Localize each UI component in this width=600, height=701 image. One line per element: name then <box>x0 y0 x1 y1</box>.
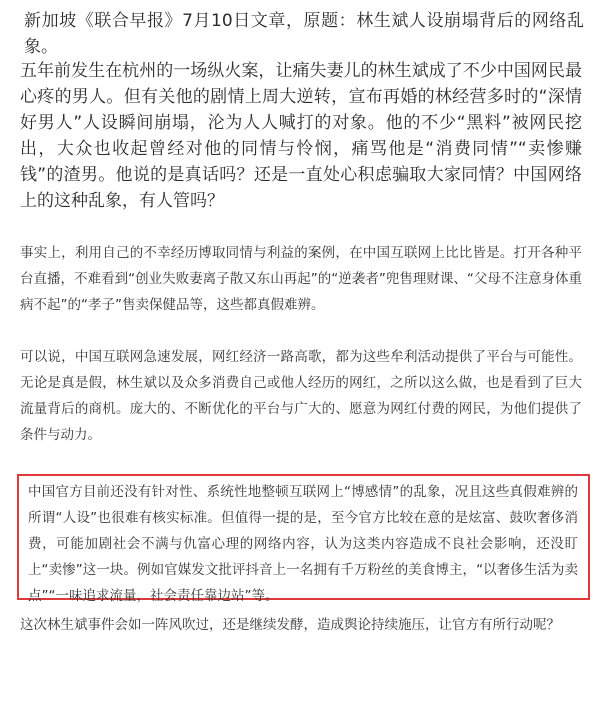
article-paragraph-2: 事实上，利用自己的不幸经历博取同情与利益的案例，在中国互联网上比比皆是。打开各种平台直播，不难看到“创业失败妻离子散又东山再起”的“逆袭者”兜售理财课、“父母不注意身体重病不起”的“孝子”售卖保健品等，这些都真假难辨。 <box>20 245 582 313</box>
article-intro: 新加坡《联合早报》7月10日文章，原题：林生斌人设崩塌背后的网络乱象。 <box>24 11 584 57</box>
article-paragraph-5: 这次林生斌事件会如一阵风吹过，还是继续发酵，造成舆论持续施压，让官方有所行动呢？ <box>20 617 560 633</box>
article-paragraph-3: 可以说，中国互联网急速发展，网红经济一路高歌，都为这些牟利活动提供了平台与可能性。无论是真是假，林生斌以及众多消费自己或他人经历的网红，之所以这么做，也是看到了巨大流量背后的商机。庞大的、不断优化的平台与广大的、愿意为网红付费的网民，为他们提供了条件与动力。 <box>20 349 582 443</box>
article-paragraph-1: 五年前发生在杭州的一场纵火案，让痛失妻儿的林生斌成了不少中国网民最心疼的男人。但有关他的剧情上周大逆转，宣布再婚的林经营多时的“深情好男人”人设瞬间崩塌，沦为人人喊打的对象。他的不少“黑料”被网民挖出，大众也收起曾经对他的同情与怜悯，痛骂他是“消费同情”“卖惨赚钱”的渣男。他说的是真话吗？还是一直处心积虑骗取大家同情？中国网络上的这种乱象，有人管吗？ <box>20 61 582 211</box>
highlighted-paragraph: 中国官方目前还没有针对性、系统性地整顿互联网上“博感情”的乱象，况且这些真假难辨的所谓“人设”也很难有核实标准。但值得一提的是，至今官方比较在意的是炫富、鼓吹奢侈消费，可能加剧社会不满与仇富心理的网络内容，认为这类内容造成不良社会影响，还没盯上“卖惨”这一块。例如官媒发文批评抖音上一名拥有千万粉丝的美食博主，“以奢侈生活为卖点”“一味追求流量，社会责任靠边站”等。 <box>28 484 578 604</box>
